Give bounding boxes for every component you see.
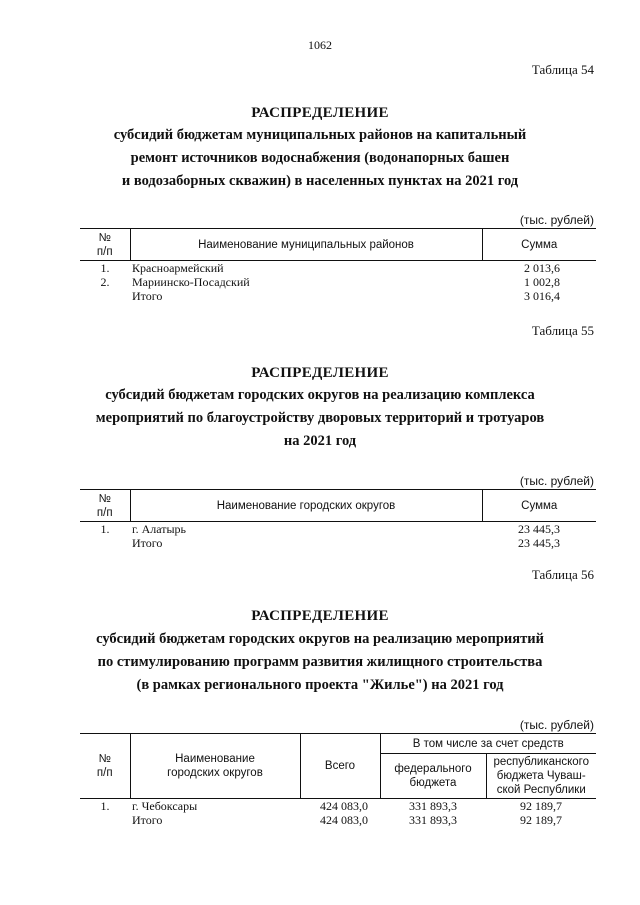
table-row <box>80 799 596 814</box>
header-num: № п/п <box>80 490 130 522</box>
row-sum: 23 445,3 <box>518 522 560 536</box>
table-row-total <box>80 536 596 550</box>
row-sum: 2 013,6 <box>524 261 560 275</box>
table-54-units: (тыс. рублей) <box>519 213 594 227</box>
row-name: Красноармейский <box>132 261 224 275</box>
row-name: Итого <box>132 536 163 550</box>
table-row <box>80 261 596 276</box>
subtitle-line: по стимулированию программ развития жилищного строительства <box>97 654 543 670</box>
table-54 <box>80 228 596 303</box>
table-56-title: РАСПРЕДЕЛЕНИЕ <box>251 608 389 624</box>
row-federal: 331 893,3 <box>409 799 457 813</box>
table-row <box>80 522 596 537</box>
row-sum: 23 445,3 <box>518 536 560 550</box>
row-num: 2. <box>100 275 110 289</box>
header-republic: республиканского бюджета Чуваш- ской Республики <box>486 754 596 799</box>
subtitle-line: на 2021 год <box>283 433 357 449</box>
table-row-total <box>80 813 596 827</box>
table-56-units: (тыс. рублей) <box>519 718 594 732</box>
row-num <box>80 813 130 827</box>
row-sum: 1 002,8 <box>524 275 560 289</box>
table-row <box>80 275 596 289</box>
table-56 <box>80 733 596 827</box>
row-republic: 92 189,7 <box>520 813 562 827</box>
table-row-total <box>80 289 596 303</box>
subtitle-line: мероприятий по благоустройству дворовых территорий и тротуаров <box>95 410 545 426</box>
row-total: 424 083,0 <box>320 813 368 827</box>
table-56-label: Таблица 56 <box>531 567 594 582</box>
row-num <box>80 536 130 550</box>
subtitle-line: субсидий бюджетам городских округов на реализацию комплекса <box>105 387 535 403</box>
row-name: Мариинско-Посадский <box>132 275 250 289</box>
row-federal: 331 893,3 <box>409 813 457 827</box>
header-num: № п/п <box>80 229 130 261</box>
table-56-subtitle <box>40 628 600 697</box>
subtitle-line: субсидий бюджетам городских округов на реализацию мероприятий <box>96 631 544 647</box>
row-num: 1. <box>100 799 110 813</box>
table-55 <box>80 489 596 550</box>
page-number: 1062 <box>308 38 332 52</box>
row-sum: 3 016,4 <box>524 289 560 303</box>
table-55-label: Таблица 55 <box>531 323 594 338</box>
header-num: № п/п <box>80 734 130 799</box>
subtitle-line: (в рамках регионального проекта "Жилье") на 2021 год <box>136 677 504 693</box>
table-55-units: (тыс. рублей) <box>519 474 594 488</box>
header-name: Наименование городских округов <box>130 734 300 799</box>
row-name: Итого <box>132 289 163 303</box>
row-name: Итого <box>132 813 163 827</box>
table-55-subtitle <box>40 384 600 453</box>
header-sum: Сумма <box>482 229 596 261</box>
table-54-label: Таблица 54 <box>531 62 594 77</box>
header-sum: Сумма <box>482 490 596 522</box>
header-name: Наименование городских округов <box>130 490 482 522</box>
row-num: 1. <box>100 522 110 536</box>
row-name: г. Чебоксары <box>132 799 198 813</box>
header-total: Всего <box>300 734 380 799</box>
row-num: 1. <box>100 261 110 275</box>
table-54-subtitle <box>40 124 600 193</box>
subtitle-line: субсидий бюджетам муниципальных районов на капитальный <box>113 127 527 143</box>
table-54-title: РАСПРЕДЕЛЕНИЕ <box>251 105 389 121</box>
row-total: 424 083,0 <box>320 799 368 813</box>
header-name: Наименование муниципальных районов <box>130 229 482 261</box>
subtitle-line: ремонт источников водоснабжения (водонапорных башен <box>130 150 510 166</box>
header-group: В том числе за счет средств <box>380 734 596 754</box>
row-num <box>80 289 130 303</box>
row-republic: 92 189,7 <box>520 799 562 813</box>
subtitle-line: и водозаборных скважин) в населенных пунктах на 2021 год <box>121 173 519 189</box>
table-55-title: РАСПРЕДЕЛЕНИЕ <box>251 365 389 381</box>
row-name: г. Алатырь <box>132 522 187 536</box>
header-federal: федерального бюджета <box>380 754 486 799</box>
